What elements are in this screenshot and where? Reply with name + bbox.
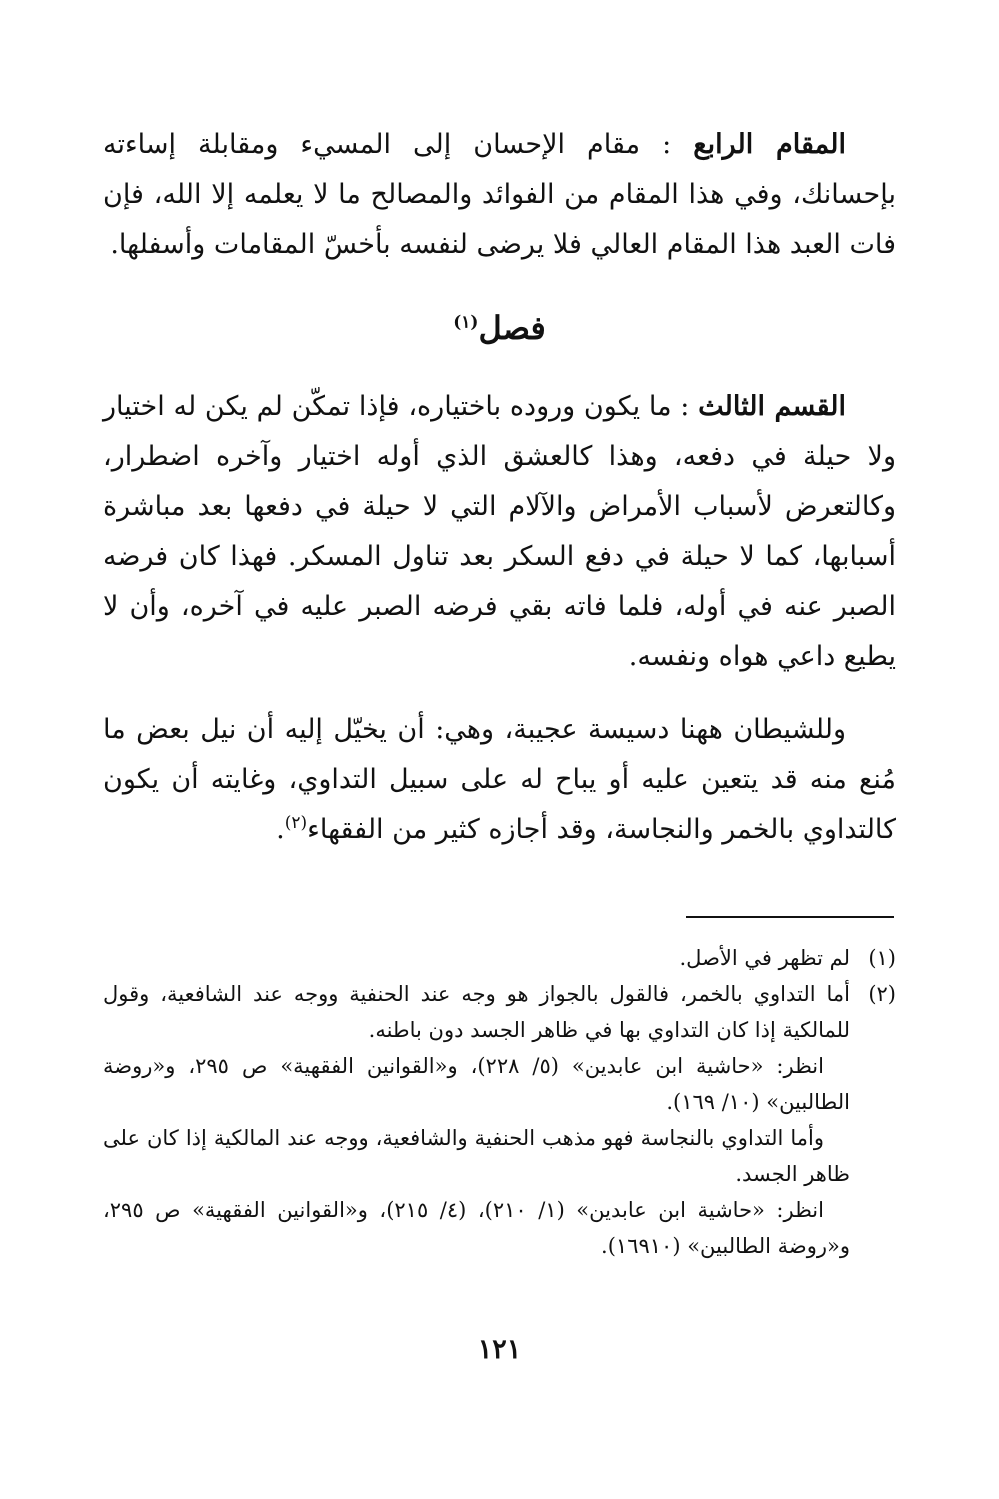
paragraph-lead-term: المقام الرابع — [693, 129, 846, 160]
footnote-text: أما التداوي بالخمر، فالقول بالجواز هو وجه عند الحنفية ووجه عند الشافعية، وقول للمالكية إذا كان التداوي بها في ظاهر الجسد دون باطنه. — [103, 982, 850, 1042]
section-heading — [0, 298, 999, 358]
footnote-reference-1: (١) — [453, 312, 479, 333]
paragraph-text: : ما يكون وروده باختياره، فإذا تمكّن لم يكن له اختيار ولا حيلة في دفعه، وهذا كالعشق الذي أوله اختيار وآخره اضطرار، وكالتعرض لأسباب الأمراض والآلام التي لا حيلة في دفعها بعد مباشرة أسبابها، كما لا حيلة في دفع السكر بعد تناول المسكر. فهذا كان فرضه الصبر عنه في أوله، فلما فاته بقي فرضه الصبر عليه في آخره، وأن لا يطيع داعي هواه ونفسه. — [103, 391, 896, 672]
footnote-reference-list: انظر: «حاشية ابن عابدين» (١/ ٢١٠)، (٤/ ٢١٥)، و«القوانين الفقهية» ص ٢٩٥، و«روضة الطالبين» (١٦٩١٠). — [103, 1198, 850, 1258]
paragraph-end: . — [276, 814, 285, 845]
paragraph-text: : مقام الإحسان إلى المسيء ومقابلة إساءته بإحسانك، وفي هذا المقام من الفوائد والمصالح ما لا يعلمه إلا الله، فإن فات العبد هذا المقام العالي فلا يرضى لنفسه بأخسّ المقامات وأسفلها. — [103, 129, 896, 260]
paragraph-fourth-station — [103, 120, 896, 270]
footnote-2 — [103, 976, 896, 1264]
page-number: ١٢١ — [477, 1334, 522, 1365]
footnote-reference-2: (٢) — [284, 813, 308, 833]
footnote-number: (٢) — [868, 982, 896, 1006]
section-heading-title: فصل — [478, 309, 546, 347]
footnote-text: لم تظهر في الأصل. — [679, 946, 850, 970]
footnote-1 — [103, 940, 896, 976]
footnote-text: وأما التداوي بالنجاسة فهو مذهب الحنفية والشافعية، ووجه عند المالكية إذا كان على ظاهر الجسد. — [103, 1126, 850, 1186]
footnote-body — [103, 976, 850, 1264]
footnotes — [103, 940, 896, 1264]
paragraph-text: وللشيطان ههنا دسيسة عجيبة، وهي: أن يخيّل إليه أن نيل بعض ما مُنع منه قد يتعين عليه أو يباح له على سبيل التداوي، وغايته أن يكون كالتداوي بالخمر والنجاسة، وقد أجازه كثير من الفقهاء — [103, 714, 896, 845]
paragraph-lead-term: القسم الثالث — [698, 391, 846, 422]
footnote-reference-list: انظر: «حاشية ابن عابدين» (٥/ ٢٢٨)، و«القوانين الفقهية» ص ٢٩٥، و«روضة الطالبين» (١٠/ ١٦٩). — [103, 1054, 850, 1114]
paragraph-satan-deception — [103, 705, 896, 855]
footnote-separator — [686, 916, 894, 918]
footnote-number: (١) — [868, 946, 896, 970]
paragraph-third-category — [103, 382, 896, 682]
